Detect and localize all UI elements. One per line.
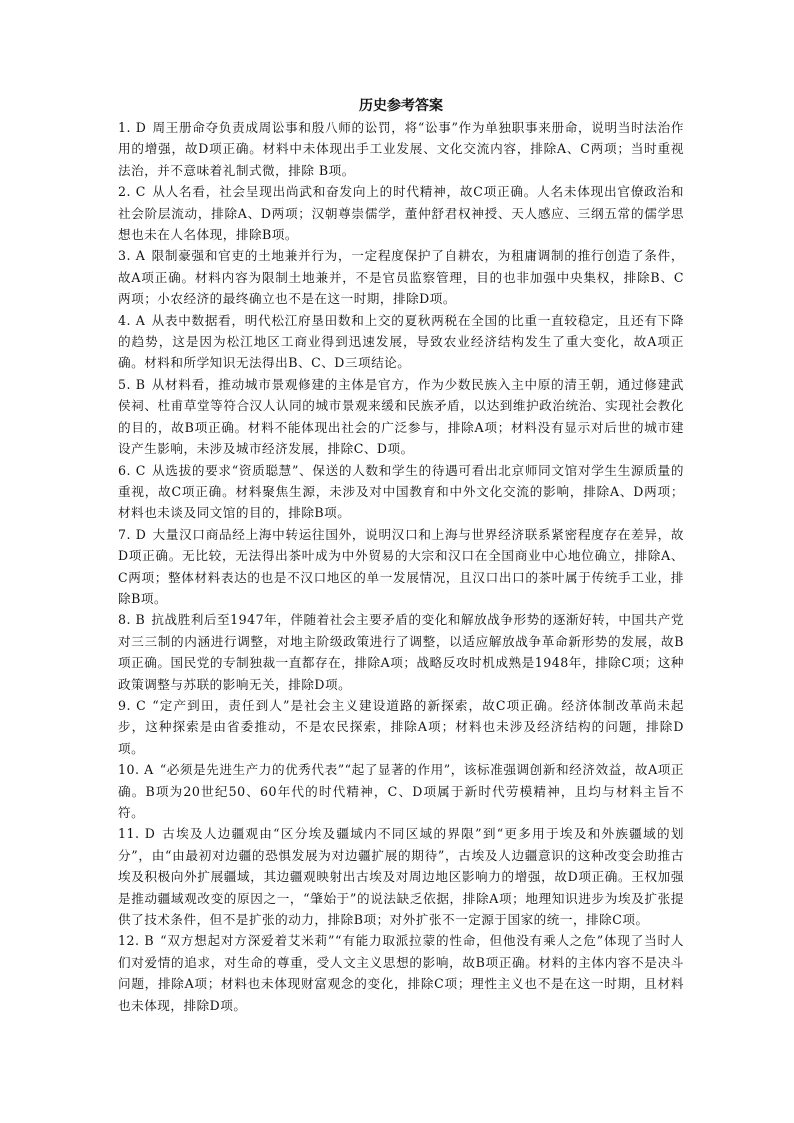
answer-text: 从材料看，推动城市景观修建的主体是官方，作为少数民族入主中原的清王朝，通过修建武侯祠、杜甫草堂等符合汉人认同的城市景观来缓和民族矛盾，以达到维护政治统治、实现社会教化的目的，故B项正确。材料不能体现出社会的广泛参与，排除A项；材料没有显示对后世的城市建设产生影响，未涉及城市经济发展，排除C、D项。 — [118, 376, 684, 457]
answer-text: 限制豪强和官吏的土地兼并行为，一定程度保护了自耕农，为租庸调制的推行创造了条件，故A项正确。材料内容为限制土地兼并，不是官员监察管理，目的也非加强中央集权，排除B、C两项；小农经济的最终确立也不是在这一时期，排除D项。 — [118, 248, 684, 307]
answer-item — [118, 930, 684, 1016]
answer-number: 10. A — [118, 762, 154, 778]
answer-text: 周王册命夺负责成周讼事和殷八师的讼罚，将“讼事”作为单独职事来册命，说明当时法治作用的增强，故D项正确。材料中未体现出手工业发展、文化交流内容，排除A、C两项；当时重视法治，并不意味着礼制式微，排除 B项。 — [118, 120, 684, 178]
answer-item — [118, 823, 684, 930]
answer-item — [118, 245, 684, 309]
answer-text: 从选拔的要求“资质聪慧”、保送的人数和学生的待遇可看出北京师同文馆对学生生源质量的重视，故C项正确。材料聚焦生源，未涉及对中国教育和中外文化交流的影响，排除A、D两项；材料也未谈及同文馆的目的，排除B项。 — [118, 462, 684, 521]
answer-number: 7. D — [118, 526, 147, 542]
answer-item — [118, 460, 684, 524]
answer-item — [118, 181, 684, 245]
answer-text: 从人名看，社会呈现出尚武和奋发向上的时代精神，故C项正确。人名未体现出官僚政治和社会阶层流动，排除A、D两项；汉朝尊崇儒学，董仲舒君权神授、天人感应、三纲五常的儒学思想也未在人名体现，排除B项。 — [118, 184, 684, 243]
answer-item — [118, 759, 684, 823]
answer-number: 2. C — [118, 184, 146, 200]
answer-number: 3. A — [118, 248, 146, 264]
answer-number: 9. C — [118, 697, 147, 713]
answer-text: 古埃及人边疆观由“区分埃及疆域内不同区域的界限”到“更多用于埃及和外族疆域的划分”，由“由最初对边疆的恐惧发展为对边疆扩展的期待”，古埃及人边疆意识的这种改变会助推古埃及积极向外扩展疆域，其边疆观映射出古埃及对周边地区影响力的增强，故D项正确。王权加强是推动疆域观改变的原因之一，“肇始于”的说法缺乏依据，排除A项；地理知识进步为埃及扩张提供了技术条件，但不是扩张的动力，排除B项；对外扩张不一定源于国家的统一，排除C项。 — [118, 826, 684, 928]
answer-text: “定产到田，责任到人”是社会主义建设道路的新探索，故C项正确。经济体制改革尚未起步，这种探索是由省委推动，不是农民探索，排除A项；材料也未涉及经济结构的问题，排除D项。 — [118, 697, 685, 756]
answer-number: 12. B — [118, 933, 155, 949]
answer-item — [118, 609, 684, 695]
answer-text: 抗战胜利后至1947年，伴随着社会主要矛盾的变化和解放战争形势的逐渐好转，中国共产党对三三制的内涵进行调整，对地主阶级政策进行了调整，以适应解放战争革命新形势的发展，故B项正确。国民党的专制独裁一直都存在，排除A项；战略反攻时机成熟是1948年，排除C项；这种政策调整与苏联的影响无关，排除D项。 — [118, 612, 684, 692]
answer-text: “必须是先进生产力的优秀代表”“起了显著的作用”，该标准强调创新和经济效益，故A项正确。B项为20世纪50、60年代的时代精神，C、D项属于新时代劳模精神，且均与材料主旨不符。 — [118, 762, 684, 820]
answer-number: 6. C — [118, 462, 146, 478]
answer-number: 5. B — [118, 376, 146, 392]
answer-number: 4. A — [118, 312, 146, 328]
answer-text: “双方想起对方深爱着艾米莉”“有能力取派拉蒙的性命，但他没有乘人之危”体现了当时人们对爱情的追求，对生命的尊重，受人文主义思想的影响，故B项正确。材料的主体内容不是决斗问题，排除A项；材料也未体现财富观念的变化，排除C项；理性主义也不是在这一时期，且材料也未体现，排除D项。 — [118, 933, 684, 1013]
answer-item — [118, 524, 684, 610]
answer-number: 1. D — [118, 120, 147, 135]
answer-item — [118, 374, 684, 460]
answer-item — [118, 310, 684, 374]
answer-item — [118, 117, 684, 181]
document-title: 历史参考答案 — [359, 98, 443, 114]
answer-text: 大量汉口商品经上海中转运往国外，说明汉口和上海与世界经济联系紧密程度存在差异，故D项正确。无比较，无法得出茶叶成为中外贸易的大宗和汉口在全国商业中心地位确立，排除A、C两项；整体材料表达的也是不汉口地区的单一发展情况，且汉口出口的茶叶属于传统手工业，排除B项。 — [118, 526, 685, 606]
answer-text: 从表中数据看，明代松江府垦田数和上交的夏秋两税在全国的比重一直较稳定，且还有下降的趋势，这是因为松江地区工商业得到迅速发展，导致农业经济结构发生了重大变化，故A项正确。材料和所学知识无法得出B、C、D三项结论。 — [118, 312, 684, 371]
answer-document — [118, 96, 684, 1016]
answer-item — [118, 695, 684, 759]
answer-number: 11. D — [118, 826, 156, 842]
answer-number: 8. B — [118, 612, 146, 628]
